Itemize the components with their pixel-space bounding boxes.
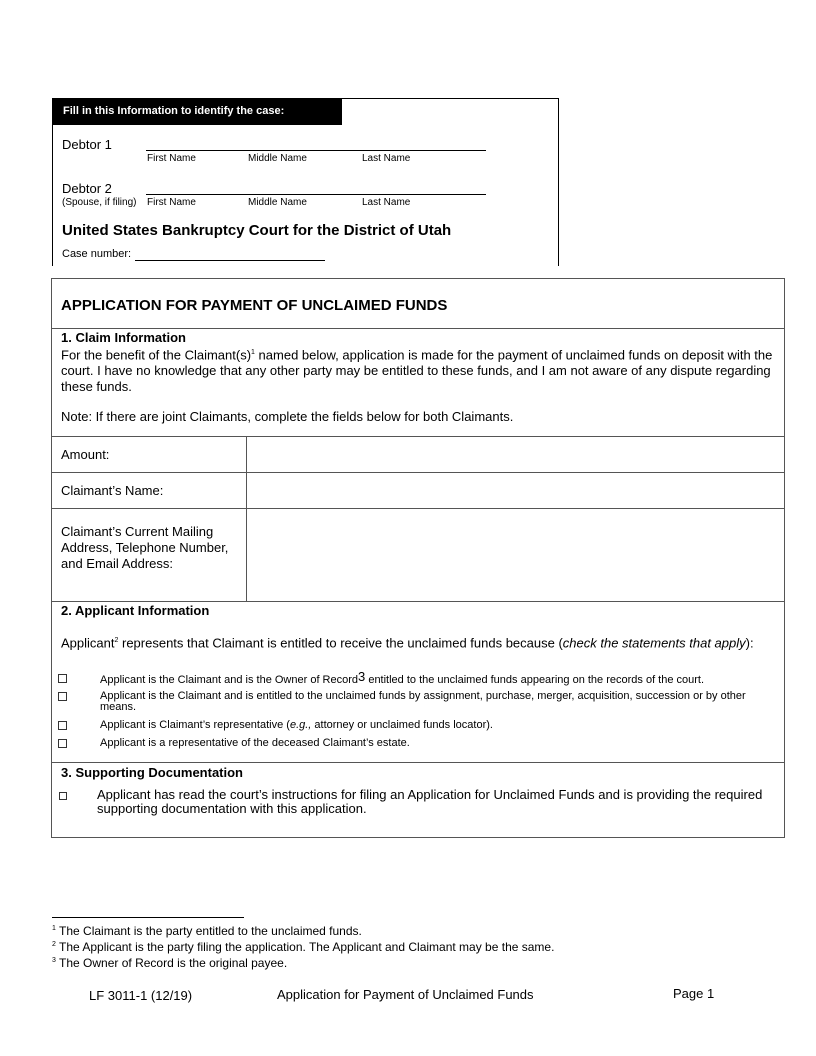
case-info-header: Fill in this Information to identify the case: [52,98,342,125]
divider [51,601,785,602]
page-number: Page 1 [673,986,715,1001]
debtor1-middle-name-caption: Middle Name [248,153,307,164]
debtor2-first-name-caption: First Name [147,197,196,208]
footnote-3: $^3$ The Owner of Record is the original payee. [52,956,288,970]
supporting-docs-checkbox[interactable] [59,792,67,800]
debtor2-last-name-caption: Last Name [362,197,411,208]
court-name: United States Bankruptcy Court for the District of Utah [62,222,452,239]
divider [51,762,785,763]
divider [51,508,785,509]
divider [51,328,785,329]
section3-heading: 3. Supporting Documentation [61,765,243,780]
debtor1-name-field[interactable] [146,150,486,151]
claimant-name-label: Claimant’s Name: [61,483,164,498]
debtor2-name-field[interactable] [146,194,486,195]
debtor2-spouse-note: (Spouse, if filing) [62,197,137,208]
application-title: APPLICATION FOR PAYMENT OF UNCLAIMED FUNDS [61,297,448,314]
section1-note: Note: If there are joint Claimants, complete the fields below for both Claimants. [61,409,514,424]
supporting-docs-option: Applicant has read the court’s instructions for filing an Application for Unclaimed Funds and is providing the required supporting documentation with this application. [97,787,763,816]
claimant-address-label: Claimant’s Current Mailing Address, Telephone Number, and Email Address: [61,524,229,571]
debtor1-label: Debtor 1 [62,137,112,152]
divider [51,436,785,437]
footnote-2: $^2$ The Applicant is the party filing the application. The Applicant and Claimant may be the same. [52,940,555,954]
owner-of-record-checkbox[interactable] [58,674,67,683]
debtor2-middle-name-caption: Middle Name [248,197,307,208]
section2-heading: 2. Applicant Information [61,603,210,618]
footnote-1: $^1$ The Claimant is the party entitled to the unclaimed funds. [52,924,362,938]
case-number-field[interactable] [135,260,325,261]
amount-field[interactable] [256,447,776,463]
footer-title: Application for Payment of Unclaimed Funds [277,987,534,1002]
column-divider [246,436,247,601]
owner-of-record-option: Applicant is the Claimant and is the Owner of Record3 entitled to the unclaimed funds appearing on the records of the court. [100,669,705,686]
form-id: LF 3011-1 (12/19) [89,988,193,1003]
debtor2-label: Debtor 2 [62,181,112,196]
estate-representative-option: Applicant is a representative of the deceased Claimant’s estate. [100,737,410,749]
footnote-rule [52,917,244,918]
amount-label: Amount: [61,447,110,462]
estate-representative-checkbox[interactable] [58,739,67,748]
claimant-address-field[interactable] [256,520,776,592]
debtor1-first-name-caption: First Name [147,153,196,164]
section2-intro: Applicant$^2$ represents that Claimant is entitled to receive the unclaimed funds because (check the statements that apply): [61,635,754,651]
representative-checkbox[interactable] [58,721,67,730]
section1-paragraph: For the benefit of the $Claimant(s)^1$ named below, application is made for the payment of unclaimed funds on deposit with the court. I have no knowledge that any other party may be entitled to these funds, and I am not aware of any dispute regarding these funds. [61,347,773,395]
section1-heading: 1. Claim Information [61,330,186,345]
assignment-checkbox[interactable] [58,692,67,701]
case-number-label: Case number: [62,248,132,260]
divider [51,472,785,473]
representative-option: Applicant is Claimant’s representative (e.g., attorney or unclaimed funds locator). [100,719,493,731]
assignment-option: Applicant is the Claimant and is entitled to the unclaimed funds by assignment, purchase, merger, acquisition, succession or by other means. [100,690,746,713]
claimant-name-field[interactable] [256,483,776,499]
debtor1-last-name-caption: Last Name [362,153,411,164]
